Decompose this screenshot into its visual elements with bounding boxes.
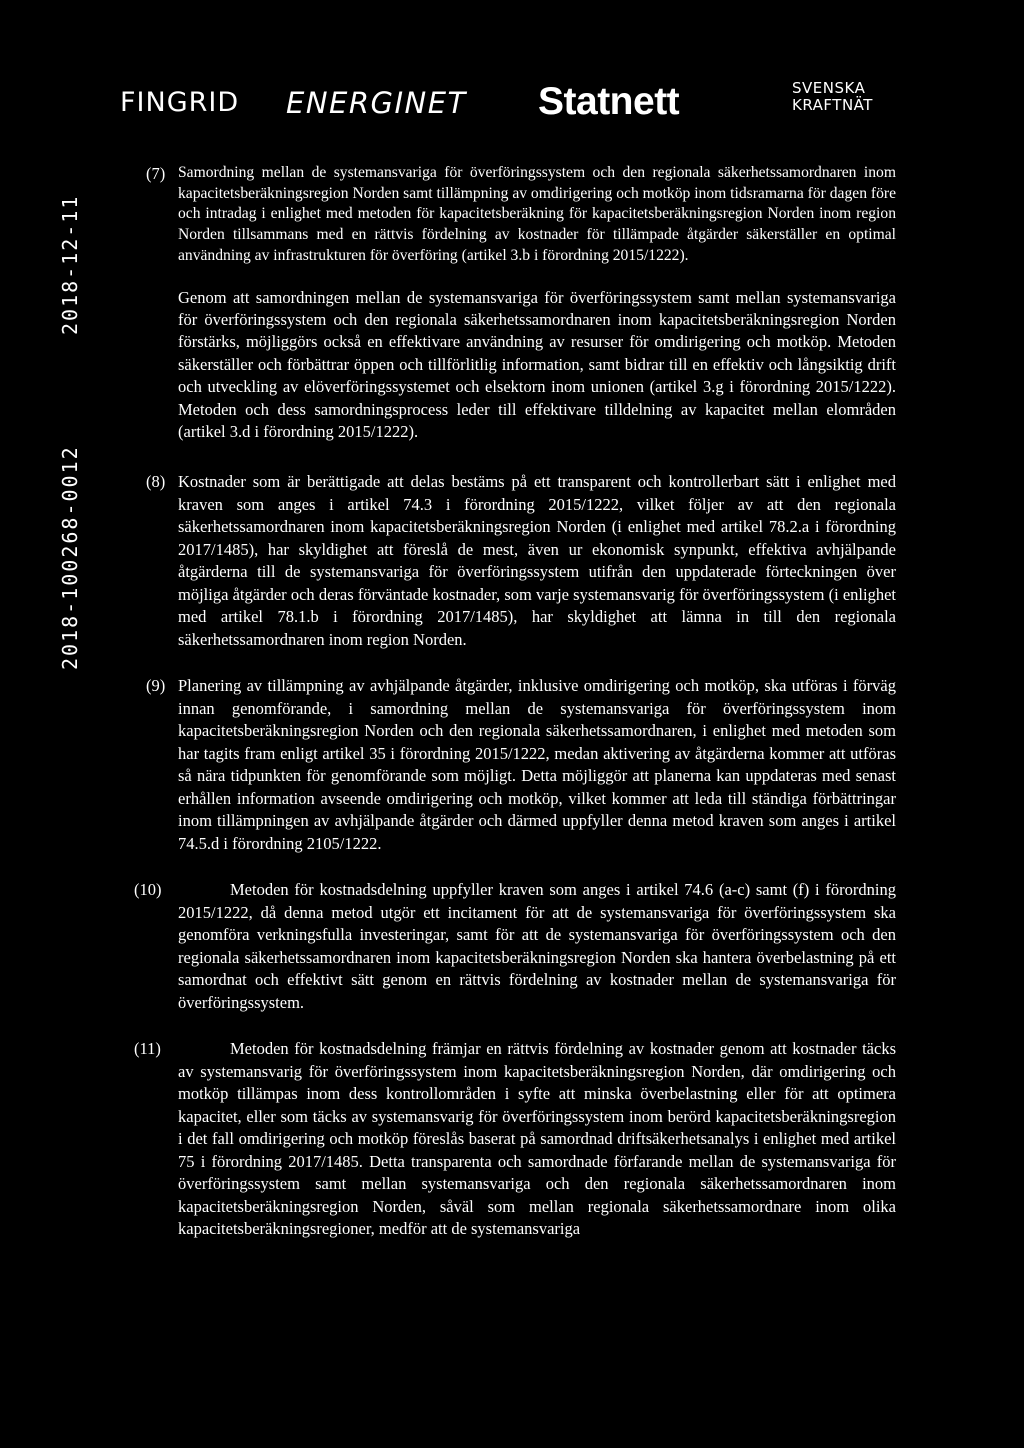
statnett-logo: Statnett xyxy=(538,80,680,123)
paragraph-8 xyxy=(146,471,896,651)
paragraph-7-continued xyxy=(146,287,896,444)
paragraph-text: Metoden för kostnadsdelning uppfyller kraven som anges i artikel 74.6 (a-c) samt (f) i förordning 2015/1222, då denna metod utgör ett incitament för att de systemansvariga för överföringssystem ska genomföra verkningsfulla investeringar, samt för att de systemansvariga för överföringssystem och den regionala säkerhetssamordnaren inom kapacitetsberäkningsregion Norden ska hantera överbelastning på ett samordnat och effektivt sätt genom en rättvis fördelning av kostnader mellan de systemansvariga för överföringssystem. xyxy=(178,880,896,1012)
svk-logo-line2: KRAFTNÄT xyxy=(792,96,873,114)
energinet-logo: ENERGINET xyxy=(286,86,467,120)
paragraph-9 xyxy=(146,675,896,855)
fingrid-logo: FINGRID xyxy=(120,87,240,118)
margin-stamp xyxy=(58,170,86,670)
paragraph-10 xyxy=(134,879,896,1014)
paragraph-number: (7) xyxy=(146,164,166,183)
paragraph-11 xyxy=(134,1038,896,1241)
paragraph-text: Samordning mellan de systemansvariga för överföringssystem och den regionala säkerhetssamordnaren inom kapacitetsberäkningsregion Norden samt tillämpning av omdirigering och motköp inom tidsramarna för dagen före och intradag i enlighet med metoden för kapacitetsberäkning för kapacitetsberäkningsregion Norden inom region Norden tillsammans med en rättvis fördelning av kostnader för tillämpade åtgärder säkerställer en optimal användning av infrastrukturen för överföring (artikel 3.b i förordning 2015/1222). xyxy=(178,164,896,264)
svk-logo-line1: SVENSKA xyxy=(792,79,866,97)
paragraph-number: (8) xyxy=(146,472,166,492)
margin-document-id: 2018-100268-0012 xyxy=(58,445,82,670)
paragraph-text: Kostnader som är berättigade att delas bestäms på ett transparent och kontrollerbart sätt i enlighet med kraven som anges i artikel 74.3 i förordning 2015/1222, vilket följer av att den regionala säkerhetssamordnaren inom kapacitetsberäkningsregion Norden (i enlighet med artikel 78.2.a i förordning 2017/1485), har skyldighet att föreslå de mest, även ur ekonomisk synpunkt, effektiva avhjälpande åtgärderna till de systemansvariga för överföringssystem utifrån den uppdaterade förteckningen över möjliga åtgärder och deras förväntade kostnader, som varje systemansvarig för överföringssystem (i enlighet med artikel 78.1.b i förordning 2017/1485), har skyldighet att lämna in till den regionala säkerhetssamordnaren inom region Norden. xyxy=(178,472,896,649)
paragraph-number: (11) xyxy=(134,1039,161,1059)
paragraph-number: (10) xyxy=(134,880,162,900)
paragraph-text: Genom att samordningen mellan de systemansvariga för överföringssystem samt mellan systemansvariga för överföringssystem och den regionala säkerhetssamordnaren inom kapacitetsberäkningsregion Norden förstärks, möjliggörs också en effektivare användning av resurser för omdirigering och motköp. Metoden säkerställer och förbättrar öppen och tillförlitlig information, samt bidrar till en effektiv och långsiktig drift och utveckling av elöverföringssystemet och elsektorn inom unionen (artikel 3.g i förordning 2015/1222). Metoden och dess samordningsprocess leder till effektivare tilldelning av kapacitet mellan elområden (artikel 3.d i förordning 2015/1222). xyxy=(178,287,896,441)
margin-date-id: 2018-12-11 xyxy=(58,194,82,335)
paragraph-number: (9) xyxy=(146,676,166,696)
paragraph-7 xyxy=(146,163,896,267)
paragraph-text: Metoden för kostnadsdelning främjar en rättvis fördelning av kostnader genom att kostnader täcks av systemansvarig för överföringssystem inom kapacitetsberäkningsregion Norden, där omdirigering och motköp tillämpas inom dess kontrollområden i syfte att minska överbelastning eller för att optimera kapacitet, eller som täcks av systemansvarig för överföringssystem inom berörd kapacitetsberäkningsregion i det fall omdirigering och motköp föreslås baserat på samordnad driftsäkerhetsanalys i enlighet med artikel 75 i förordning 2017/1485. Detta transparenta och samordnade förfarande mellan de systemansvariga för överföringssystem samt mellan systemansvariga och den regionala säkerhetssamordnaren inom kapacitetsberäkningsregion Norden, såväl som mellan regionala säkerhetssamordnare inom olika kapacitetsberäkningsregioner, medför att de systemansvariga xyxy=(178,1039,896,1239)
paragraph-text: Planering av tillämpning av avhjälpande åtgärder, inklusive omdirigering och motköp, ska utföras i förväg innan genomförande, i samordning mellan de systemansvariga för överföringssystem inom kapacitetsberäkningsregion Norden och den regionala säkerhetssamordnaren, i enlighet med metoden som har tagits fram enligt artikel 35 i förordning 2015/1222, medan aktivering av åtgärderna kommer att utföras så nära tidpunkten för genomförande som möjligt. Detta möjliggör att planerna kan uppdateras med senast erhållen information avseende omdirigering och motköp, vilket kommer att leda till ständiga förbättringar inom tillämpningen av avhjälpande åtgärder och därmed uppfyller denna metod kraven som anges i artikel 74.5.d i förordning 2105/1222. xyxy=(178,676,896,853)
document-body xyxy=(134,163,896,1263)
svenska-kraftnat-logo xyxy=(792,80,873,114)
partner-logos xyxy=(120,78,886,126)
